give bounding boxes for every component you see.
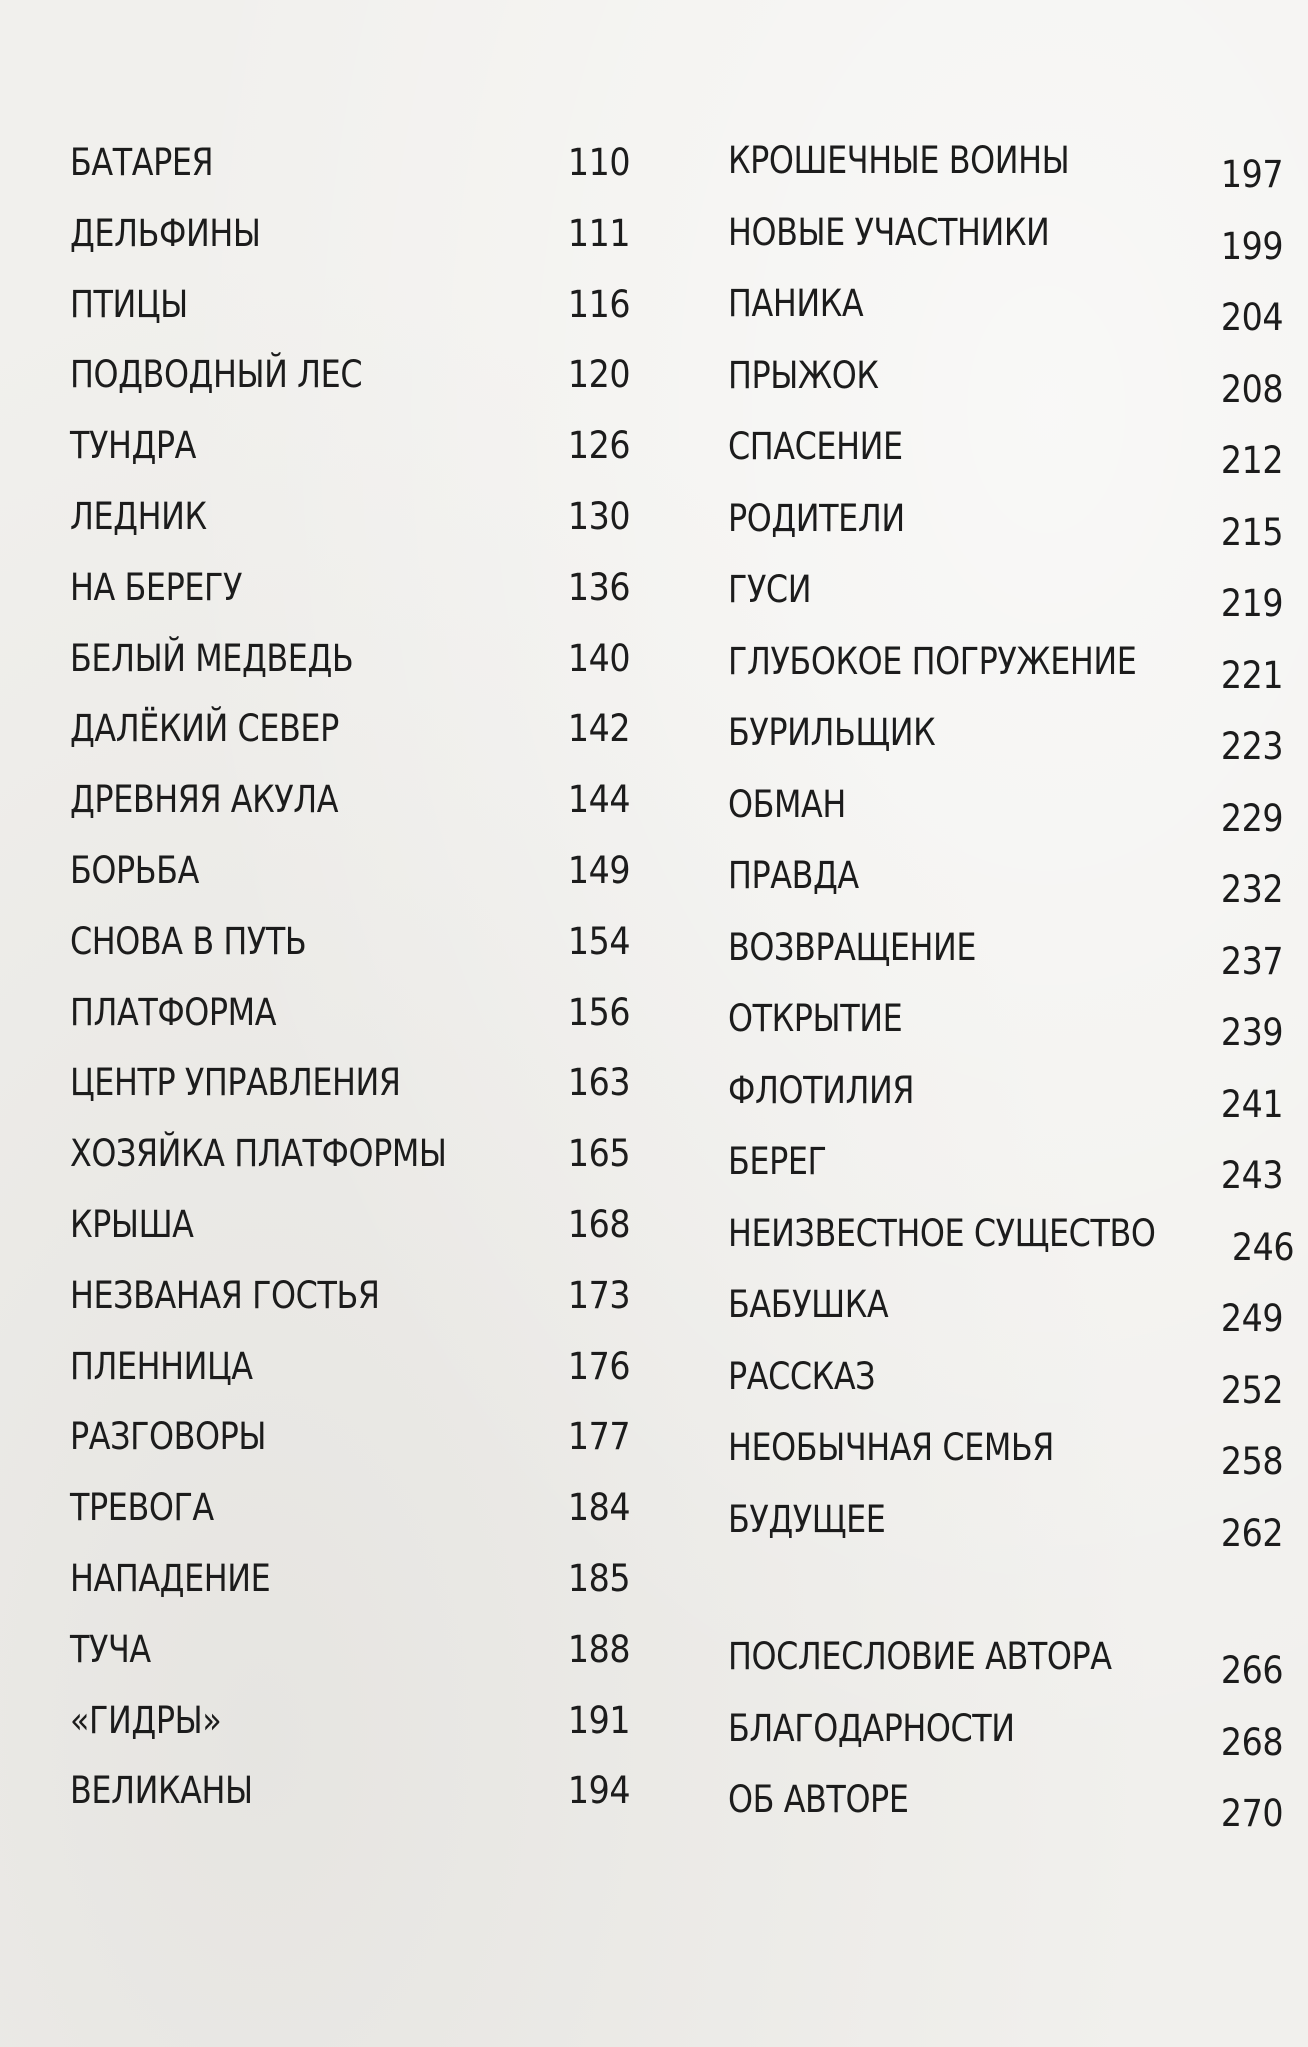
- toc-entry-page: 185: [567, 1556, 630, 1600]
- toc-entry: [70, 1060, 630, 1131]
- toc-entry: [728, 281, 1283, 353]
- toc-entry-title: НАПАДЕНИЕ: [70, 1556, 271, 1600]
- toc-entry-title: НЕОБЫЧНАЯ СЕМЬЯ: [728, 1426, 1054, 1469]
- toc-entry-page: 136: [567, 565, 630, 609]
- toc-entry: [728, 1139, 1283, 1211]
- toc-entry-page: 262: [1220, 1511, 1283, 1555]
- toc-entry-page: 212: [1220, 439, 1283, 482]
- toc-entry: [70, 777, 630, 848]
- toc-entry: [728, 1354, 1283, 1426]
- toc-entry-title: ТУЧА: [70, 1627, 151, 1671]
- toc-entry: [70, 1485, 630, 1556]
- toc-entry-page: 188: [567, 1627, 630, 1671]
- toc-entry-page: 229: [1220, 796, 1283, 840]
- toc-entry: [70, 1556, 630, 1627]
- toc-entry-page: 184: [567, 1486, 630, 1530]
- toc-entry-title: БЕЛЫЙ МЕДВЕДЬ: [70, 636, 354, 680]
- toc-entry: [70, 919, 630, 990]
- toc-entry-title: БОРЬБА: [70, 848, 199, 892]
- toc-entry-title: ОТКРЫТИЕ: [728, 997, 903, 1040]
- toc-entry-title: ФЛОТИЛИЯ: [728, 1068, 915, 1112]
- toc-entry: [728, 1211, 1295, 1283]
- toc-entry: [70, 1344, 630, 1415]
- toc-entry-title: СПАСЕНИЕ: [728, 425, 903, 468]
- toc-entry-title: БАТАРЕЯ: [70, 141, 214, 184]
- toc-entry-title: ОБ АВТОРЕ: [728, 1778, 909, 1821]
- toc-entry-title: ГЛУБОКОЕ ПОГРУЖЕНИЕ: [728, 639, 1137, 683]
- toc-entry-page: 191: [567, 1698, 630, 1742]
- toc-entry-title: БУРИЛЬЩИК: [728, 711, 936, 754]
- toc-entry: [728, 1497, 1283, 1569]
- toc-entry: [70, 1131, 630, 1202]
- toc-entry-page: 197: [1220, 153, 1283, 196]
- toc-entry-page: 208: [1220, 367, 1283, 411]
- toc-entry-page: 199: [1220, 224, 1283, 268]
- toc-entry-page: 130: [567, 494, 630, 538]
- toc-entry: [70, 140, 630, 211]
- toc-entry: [70, 990, 630, 1061]
- toc-entry-title: РАЗГОВОРЫ: [70, 1415, 267, 1459]
- toc-entry-page: 221: [1220, 653, 1283, 697]
- toc-entry-title: ПОСЛЕСЛОВИЕ АВТОРА: [728, 1635, 1112, 1678]
- toc-entry: [728, 710, 1283, 782]
- toc-entry-page: 249: [1220, 1297, 1283, 1340]
- toc-entry: [70, 1698, 630, 1769]
- toc-entry-title: ВЕЛИКАНЫ: [70, 1769, 253, 1813]
- toc-entry-title: ТУНДРА: [70, 424, 196, 468]
- toc-entry: [70, 1627, 630, 1698]
- toc-entry: [70, 1768, 630, 1839]
- toc-entry-page: 219: [1220, 582, 1283, 625]
- toc-entry-page: 168: [567, 1202, 630, 1246]
- toc-entry: [70, 848, 630, 919]
- toc-entry-title: ПТИЦЫ: [70, 282, 188, 326]
- toc-entry-title: БУДУЩЕЕ: [728, 1497, 886, 1541]
- toc-entry: [70, 1414, 630, 1485]
- toc-entry: [70, 423, 630, 494]
- toc-entry: [728, 138, 1283, 210]
- toc-entry-page: 110: [567, 141, 630, 184]
- toc-entry-title: ПАНИКА: [728, 282, 864, 325]
- toc-entry-title: ОБМАН: [728, 782, 846, 826]
- toc-entry-page: 194: [567, 1769, 630, 1813]
- section-gap: [728, 1568, 1283, 1634]
- toc-entry-title: СНОВА В ПУТЬ: [70, 919, 307, 963]
- toc-entry-title: РАССКАЗ: [728, 1354, 876, 1398]
- toc-entry-page: 116: [567, 282, 630, 326]
- toc-entry: [70, 1202, 630, 1273]
- toc-entry: [728, 1634, 1283, 1706]
- toc-entry-page: 173: [567, 1273, 630, 1317]
- toc-entry: [70, 494, 630, 565]
- toc-entry-page: 144: [567, 778, 630, 822]
- toc-entry-title: ПРЫЖОК: [728, 353, 879, 397]
- toc-entry: [70, 211, 630, 282]
- toc-entry-title: ДЕЛЬФИНЫ: [70, 211, 261, 255]
- toc-entry: [728, 567, 1283, 639]
- toc-entry-title: ЦЕНТР УПРАВЛЕНИЯ: [70, 1061, 401, 1105]
- toc-entry: [70, 352, 630, 423]
- toc-entry-page: 215: [1220, 510, 1283, 554]
- toc-entry-title: БЛАГОДАРНОСТИ: [728, 1706, 1015, 1750]
- toc-entry-title: ПОДВОДНЫЙ ЛЕС: [70, 353, 363, 397]
- toc-entry-page: 126: [567, 424, 630, 468]
- toc-entry-title: ТРЕВОГА: [70, 1486, 214, 1530]
- toc-entry-page: 252: [1220, 1368, 1283, 1412]
- toc-entry-page: 154: [567, 919, 630, 963]
- toc-entry-page: 165: [567, 1132, 630, 1176]
- toc-entry-page: 156: [567, 990, 630, 1034]
- toc-entry-title: ПЛЕННИЦА: [70, 1344, 253, 1388]
- toc-entry-title: ХОЗЯЙКА ПЛАТФОРМЫ: [70, 1132, 447, 1176]
- toc-left-column: [70, 140, 630, 1839]
- toc-entry-page: 241: [1220, 1082, 1283, 1126]
- toc-entry-page: 177: [567, 1415, 630, 1459]
- toc-entry-title: БЕРЕГ: [728, 1140, 827, 1183]
- toc-entry: [728, 1068, 1283, 1140]
- toc-entry: [70, 565, 630, 636]
- toc-entry-title: БАБУШКА: [728, 1283, 889, 1326]
- toc-entry: [728, 853, 1283, 925]
- toc-entry-title: ГУСИ: [728, 568, 812, 611]
- toc-entry-title: «ГИДРЫ»: [70, 1698, 222, 1742]
- toc-right-column: [728, 138, 1295, 1849]
- toc-entry: [728, 496, 1283, 568]
- toc-entry-page: 120: [567, 353, 630, 397]
- toc-entry-page: 246: [1231, 1225, 1295, 1269]
- toc-entry: [728, 639, 1283, 711]
- toc-entry: [70, 1273, 630, 1344]
- toc-entry-page: 163: [567, 1061, 630, 1105]
- toc-entry: [728, 782, 1283, 854]
- toc-entry-page: 176: [567, 1344, 630, 1388]
- toc-entry-page: 268: [1220, 1720, 1283, 1764]
- toc-entry: [70, 282, 630, 353]
- toc-entry-page: 258: [1220, 1440, 1283, 1483]
- toc-entry-title: КРЫША: [70, 1202, 194, 1246]
- toc-entry: [728, 424, 1283, 496]
- toc-entry-page: 266: [1220, 1649, 1283, 1692]
- toc-entry-page: 237: [1220, 939, 1283, 983]
- toc-entry-title: ДАЛЁКИЙ СЕВЕР: [70, 707, 339, 751]
- toc-entry-page: 149: [567, 848, 630, 892]
- toc-entry-title: ДРЕВНЯЯ АКУЛА: [70, 778, 339, 822]
- toc-entry-title: ПРАВДА: [728, 854, 859, 897]
- toc-entry-title: НЕИЗВЕСТНОЕ СУЩЕСТВО: [728, 1211, 1156, 1255]
- toc-entry-title: НОВЫЕ УЧАСТНИКИ: [728, 210, 1050, 254]
- toc-entry: [728, 925, 1283, 997]
- toc-entry-page: 142: [567, 707, 630, 751]
- toc-entry: [728, 1706, 1283, 1778]
- toc-entry-title: КРОШЕЧНЫЕ ВОИНЫ: [728, 139, 1070, 182]
- toc-entry: [728, 1425, 1283, 1497]
- toc-entry-title: ПЛАТФОРМА: [70, 990, 277, 1034]
- toc-entry-page: 111: [567, 211, 630, 255]
- toc-entry-title: НЕЗВАНАЯ ГОСТЬЯ: [70, 1273, 380, 1317]
- toc-entry-page: 232: [1220, 868, 1283, 911]
- toc-entry-page: 204: [1220, 296, 1283, 339]
- toc-entry-page: 243: [1220, 1154, 1283, 1197]
- toc-entry-page: 140: [567, 636, 630, 680]
- toc-entry-page: 270: [1220, 1792, 1283, 1835]
- toc-entry: [728, 353, 1283, 425]
- toc-entry-title: РОДИТЕЛИ: [728, 496, 905, 540]
- toc-entry: [728, 1777, 1283, 1849]
- toc-entry-page: 223: [1220, 725, 1283, 768]
- toc-entry-title: НА БЕРЕГУ: [70, 565, 242, 609]
- toc-entry: [70, 636, 630, 707]
- toc-entry-title: ВОЗВРАЩЕНИЕ: [728, 925, 977, 969]
- toc-entry: [728, 210, 1283, 282]
- toc-entry: [70, 706, 630, 777]
- toc-entry-title: ЛЕДНИК: [70, 494, 207, 538]
- toc-entry: [728, 996, 1283, 1068]
- toc-entry-page: 239: [1220, 1011, 1283, 1054]
- toc-entry: [728, 1282, 1283, 1354]
